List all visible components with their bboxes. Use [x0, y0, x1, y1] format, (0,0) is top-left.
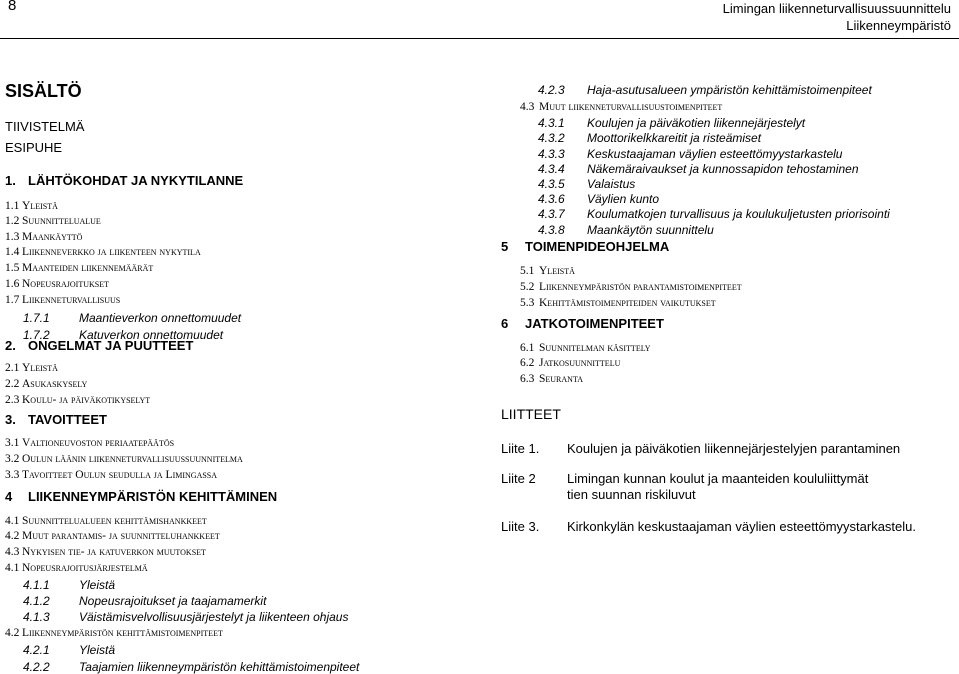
running-header-title: Limingan liikenneturvallisuussuunnittelu	[722, 1, 951, 16]
toc-section-label	[79, 610, 348, 624]
toc-section-number: 4.3.6	[538, 192, 565, 206]
toc-section-label	[79, 643, 115, 657]
appendix-id: Liite 1.	[501, 441, 540, 456]
toc-section-label-text: Nopeusrajoitukset ja taajamamerkit	[79, 594, 267, 608]
toc-section-label-text: Liikenneturvallisuus	[22, 294, 121, 306]
toc-section-label	[587, 147, 842, 161]
toc-section-number: 6	[501, 316, 509, 331]
toc-section-label	[22, 530, 220, 542]
toc-section-label	[22, 469, 217, 481]
toc-section-label	[22, 515, 207, 527]
toc-section-number: 4.2	[5, 627, 20, 639]
toc-section-label-text: Nopeusrajoitukset	[22, 278, 109, 290]
toc-section-number: 3.2	[5, 453, 20, 465]
toc-section-label	[22, 453, 243, 465]
toc-section-label	[79, 311, 241, 325]
appendix-id: Liite 3.	[501, 519, 540, 534]
toc-section-number: 5.1	[520, 265, 535, 277]
toc-section-label	[22, 278, 109, 290]
toc-section-label-text: Liikenneympäristön parantamistoimenpiteet	[539, 281, 742, 293]
toc-section-number: 1.5	[5, 262, 20, 274]
toc-section-number: 2.1	[5, 362, 20, 374]
toc-section-number: 4.3.3	[538, 147, 565, 161]
toc-section-label	[22, 362, 58, 374]
toc-section-number: 4.3.4	[538, 162, 565, 176]
toc-section-number: 3.1	[5, 437, 20, 449]
toc-section-number: 6.1	[520, 342, 535, 354]
toc-section-number: 4.3	[520, 101, 535, 113]
toc-section-number: 3.	[5, 412, 16, 427]
toc-section-number: 4.3.7	[538, 207, 565, 221]
toc-section-label	[587, 207, 890, 221]
toc-section-label-text: Nopeusrajoitusjärjestelmä	[22, 562, 148, 574]
appendix-title[interactable]: Limingan kunnan koulut ja maanteiden koululiittymät	[567, 471, 869, 486]
toc-section-label	[22, 215, 101, 227]
toc-section-label-text: Yleistä	[79, 643, 116, 657]
appendices-title: LIITTEET	[501, 406, 561, 422]
header-rule	[0, 38, 959, 39]
toc-section-number: 4.3.5	[538, 177, 565, 191]
toc-section-label-text: Väistämisvelvollisuusjärjestelyt ja liikenteen ohjaus	[79, 610, 349, 624]
toc-section-label	[587, 83, 872, 97]
toc-section-label-text: Taajamien liikenneympäristön kehittämistoimenpiteet	[79, 660, 360, 674]
toc-section-label	[539, 342, 651, 354]
toc-section-label	[539, 101, 722, 113]
toc-section-number: 6.3	[520, 373, 535, 385]
toc-entry-front[interactable]: ESIPUHE	[5, 140, 63, 155]
toc-section-label	[587, 162, 859, 176]
toc-section-label	[539, 357, 620, 369]
toc-section-label-text: Liikenneverkko ja liikenteen nykytila	[22, 246, 201, 258]
toc-section-label-text: JATKOTOIMENPITEET	[525, 316, 664, 331]
toc-section-label	[28, 338, 193, 353]
contents-title: SISÄLTÖ	[5, 81, 82, 101]
toc-section-label-text: Yleistä	[79, 578, 116, 592]
toc-section-label-text: Oulun läänin liikenneturvallisuussuunnitelma	[22, 453, 243, 465]
toc-section-label-text: Moottorikelkkareitit ja risteämiset	[587, 131, 762, 145]
toc-section-label	[587, 177, 635, 191]
toc-section-label	[22, 562, 148, 574]
toc-section-number: 1.6	[5, 278, 20, 290]
toc-section-label	[79, 660, 359, 674]
toc-section-number: 1.1	[5, 200, 20, 212]
toc-section-number: 1.7.1	[23, 311, 50, 325]
toc-section-label	[22, 246, 201, 258]
toc-section-label	[525, 316, 664, 331]
toc-section-number: 4.3.2	[538, 131, 565, 145]
toc-section-label	[79, 578, 115, 592]
toc-section-label	[539, 297, 716, 309]
toc-section-number: 4.1.1	[23, 578, 50, 592]
toc-section-label-text: Koulumatkojen turvallisuus ja koulukuljetusten priorisointi	[587, 207, 890, 221]
appendix-title[interactable]: Koulujen ja päiväkotien liikennejärjestelyjen parantaminen	[567, 441, 901, 456]
toc-section-label-text: Jatkosuunnittelu	[539, 357, 621, 369]
toc-section-label	[587, 192, 659, 206]
toc-section-number: 1.7	[5, 294, 20, 306]
toc-section-number: 6.2	[520, 357, 535, 369]
toc-section-label-text: Asukaskysely	[22, 378, 88, 390]
toc-section-label	[22, 627, 223, 639]
toc-section-label-text: Maankäytön suunnittelu	[587, 223, 714, 237]
toc-section-number: 4.3.8	[538, 223, 565, 237]
toc-section-label	[22, 546, 206, 558]
toc-section-number: 1.2	[5, 215, 20, 227]
toc-section-label-text: Yleistä	[22, 362, 58, 374]
toc-section-label-text: Katuverkon onnettomuudet	[79, 328, 224, 342]
toc-section-number: 4.2.3	[538, 83, 565, 97]
page-number: 8	[8, 0, 17, 14]
toc-section-label-text: Haja-asutusalueen ympäristön kehittämistoimenpiteet	[587, 83, 872, 97]
toc-section-number: 4.2	[5, 530, 20, 542]
appendix-id: Liite 2	[501, 471, 536, 486]
toc-section-label-text: Kehittämistoimenpiteiden vaikutukset	[539, 297, 716, 309]
toc-section-label	[22, 394, 150, 406]
toc-section-label	[587, 223, 714, 237]
toc-section-label-text: Valtioneuvoston periaatepäätös	[22, 437, 175, 449]
toc-section-label	[22, 231, 82, 243]
toc-section-number: 5	[501, 239, 509, 254]
toc-section-label	[22, 262, 153, 274]
toc-section-label	[79, 594, 266, 608]
toc-section-label	[28, 489, 277, 504]
appendix-title[interactable]: Kirkonkylän keskustaajaman väylien esteettömyystarkastelu.	[567, 519, 916, 534]
toc-section-number: 4.3	[5, 546, 20, 558]
toc-section-label-text: Maantieverkon onnettomuudet	[79, 311, 242, 325]
toc-section-label-text: Koulu- ja päiväkotikyselyt	[22, 394, 151, 406]
toc-section-label-text: Valaistus	[587, 177, 636, 191]
toc-section-label-text: TOIMENPIDEOHJELMA	[525, 239, 670, 254]
toc-section-label	[22, 437, 174, 449]
toc-section-label	[22, 378, 87, 390]
toc-section-number: 4.1.3	[23, 610, 50, 624]
toc-section-number: 1.7.2	[23, 328, 50, 342]
toc-section-label-text: Tavoitteet Oulun seudulla ja Limingassa	[22, 469, 218, 481]
toc-section-label-text: Maankäyttö	[22, 231, 83, 243]
toc-section-number: 2.3	[5, 394, 20, 406]
toc-section-label-text: Suunnittelualueen kehittämishankkeet	[22, 515, 207, 527]
toc-section-label-text: TAVOITTEET	[28, 412, 107, 427]
toc-section-label	[22, 294, 120, 306]
appendix-title-line2: tien suunnan riskiluvut	[567, 487, 696, 502]
toc-section-label-text: Maanteiden liikennemäärät	[22, 262, 154, 274]
toc-section-label	[587, 116, 805, 130]
toc-section-label-text: ONGELMAT JA PUUTTEET	[28, 338, 194, 353]
toc-section-number: 4.3.1	[538, 116, 565, 130]
running-header-subtitle: Liikenneympäristö	[846, 18, 951, 33]
toc-section-label-text: Muut liikenneturvallisuustoimenpiteet	[539, 101, 723, 113]
toc-section-label-text: Yleistä	[539, 265, 575, 277]
toc-section-number: 5.3	[520, 297, 535, 309]
toc-section-label	[587, 131, 761, 145]
toc-section-label	[22, 200, 58, 212]
toc-section-label	[539, 373, 583, 385]
toc-section-label	[539, 265, 575, 277]
toc-section-number: 2.2	[5, 378, 20, 390]
toc-section-label	[28, 173, 243, 188]
toc-section-number: 4.1	[5, 515, 20, 527]
toc-section-number: 1.4	[5, 246, 20, 258]
toc-section-number: 4.2.2	[23, 660, 50, 674]
toc-section-label-text: Suunnitelman käsittely	[539, 342, 651, 354]
toc-section-number: 5.2	[520, 281, 535, 293]
toc-section-label-text: Keskustaajaman väylien esteettömyystarkastelu	[587, 147, 843, 161]
toc-section-label-text: LÄHTÖKOHDAT JA NYKYTILANNE	[28, 173, 244, 188]
toc-section-label-text: Seuranta	[539, 373, 583, 385]
toc-section-number: 4.1.2	[23, 594, 50, 608]
toc-section-label-text: Nykyisen tie- ja katuverkon muutokset	[22, 546, 206, 558]
toc-entry-front[interactable]: TIIVISTELMÄ	[5, 119, 85, 134]
toc-section-label	[525, 239, 669, 254]
toc-section-label	[28, 412, 107, 427]
toc-section-label-text: Koulujen ja päiväkotien liikennejärjestelyt	[587, 116, 806, 130]
toc-section-number: 1.	[5, 173, 16, 188]
toc-section-number: 1.3	[5, 231, 20, 243]
toc-section-number: 4.2.1	[23, 643, 50, 657]
toc-section-number: 3.3	[5, 469, 20, 481]
toc-section-label-text: Suunnittelualue	[22, 215, 101, 227]
toc-section-label-text: Yleistä	[22, 200, 58, 212]
toc-section-number: 2.	[5, 338, 16, 353]
toc-section-label-text: Muut parantamis- ja suunnitteluhankkeet	[22, 530, 220, 542]
toc-section-label-text: Näkemäraivaukset ja kunnossapidon tehostaminen	[587, 162, 859, 176]
toc-section-label-text: Liikenneympäristön kehittämistoimenpiteet	[22, 627, 223, 639]
toc-section-number: 4.1	[5, 562, 20, 574]
toc-section-label-text: LIIKENNEYMPÄRISTÖN KEHITTÄMINEN	[28, 489, 278, 504]
toc-section-label-text: Väylien kunto	[587, 192, 660, 206]
toc-section-label	[539, 281, 742, 293]
toc-section-number: 4	[5, 489, 13, 504]
